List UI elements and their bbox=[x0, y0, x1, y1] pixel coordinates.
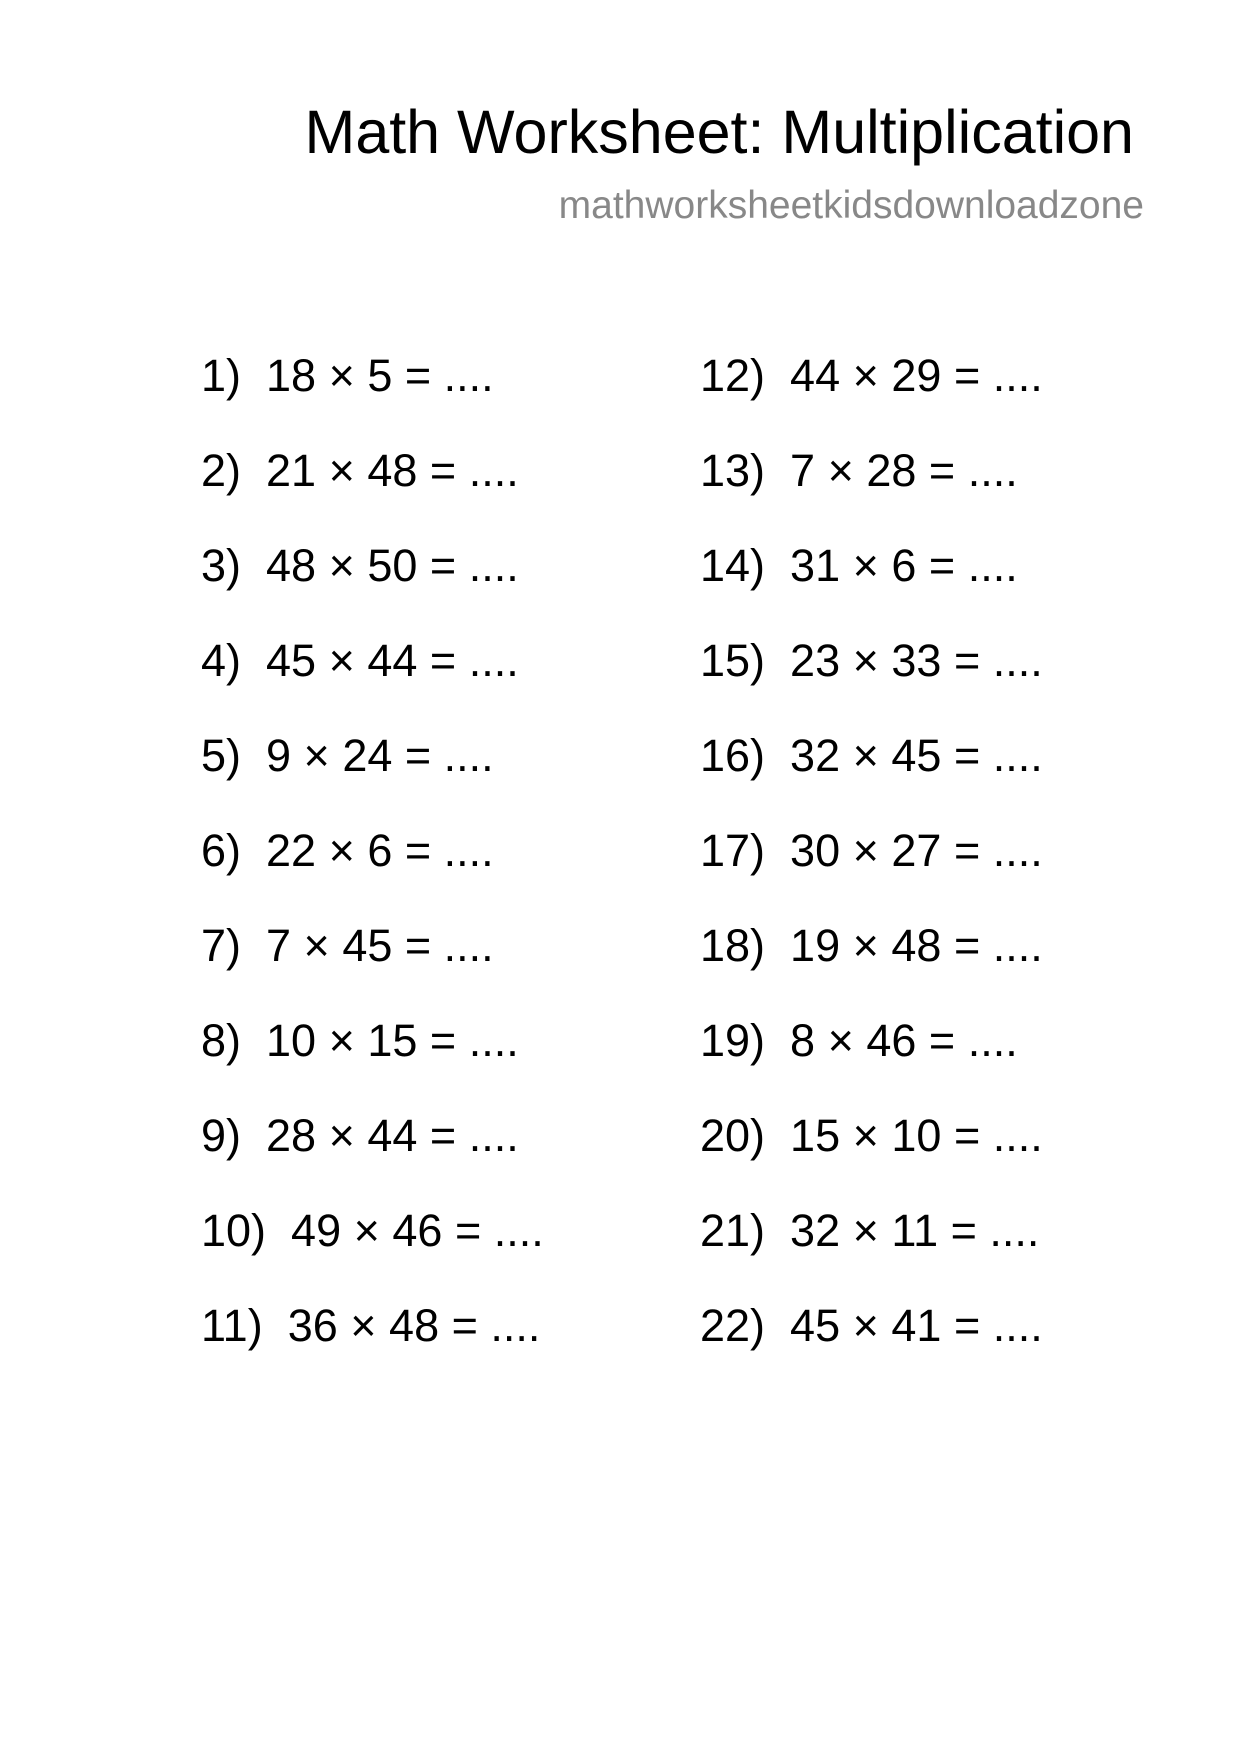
problem: 14) 31 × 6 = .... bbox=[700, 540, 1018, 591]
worksheet-source: mathworksheetkidsdownloadzone bbox=[558, 184, 1144, 227]
problem: 16) 32 × 45 = .... bbox=[700, 730, 1043, 781]
problem: 8) 10 × 15 = .... bbox=[201, 1015, 519, 1066]
problem: 21) 32 × 11 = .... bbox=[700, 1205, 1040, 1256]
problem: 11) 36 × 48 = .... bbox=[201, 1300, 541, 1351]
problem: 2) 21 × 48 = .... bbox=[201, 445, 519, 496]
problem: 6) 22 × 6 = .... bbox=[201, 825, 494, 876]
problem: 7) 7 × 45 = .... bbox=[201, 920, 494, 971]
problem: 5) 9 × 24 = .... bbox=[201, 730, 494, 781]
problem: 1) 18 × 5 = .... bbox=[201, 350, 494, 401]
problem: 15) 23 × 33 = .... bbox=[700, 635, 1043, 686]
worksheet-title: Math Worksheet: Multiplication bbox=[304, 98, 1134, 166]
problem: 12) 44 × 29 = .... bbox=[700, 350, 1043, 401]
problem: 9) 28 × 44 = .... bbox=[201, 1110, 519, 1161]
problem: 19) 8 × 46 = .... bbox=[700, 1015, 1018, 1066]
problem: 20) 15 × 10 = .... bbox=[700, 1110, 1043, 1161]
problem: 3) 48 × 50 = .... bbox=[201, 540, 519, 591]
problems-column-left bbox=[201, 346, 544, 1391]
problem: 4) 45 × 44 = .... bbox=[201, 635, 519, 686]
problem: 13) 7 × 28 = .... bbox=[700, 445, 1018, 496]
problem: 22) 45 × 41 = .... bbox=[700, 1300, 1043, 1351]
problem: 18) 19 × 48 = .... bbox=[700, 920, 1043, 971]
problems-column-right bbox=[700, 346, 1043, 1391]
problem: 10) 49 × 46 = .... bbox=[201, 1205, 544, 1256]
problem: 17) 30 × 27 = .... bbox=[700, 825, 1043, 876]
